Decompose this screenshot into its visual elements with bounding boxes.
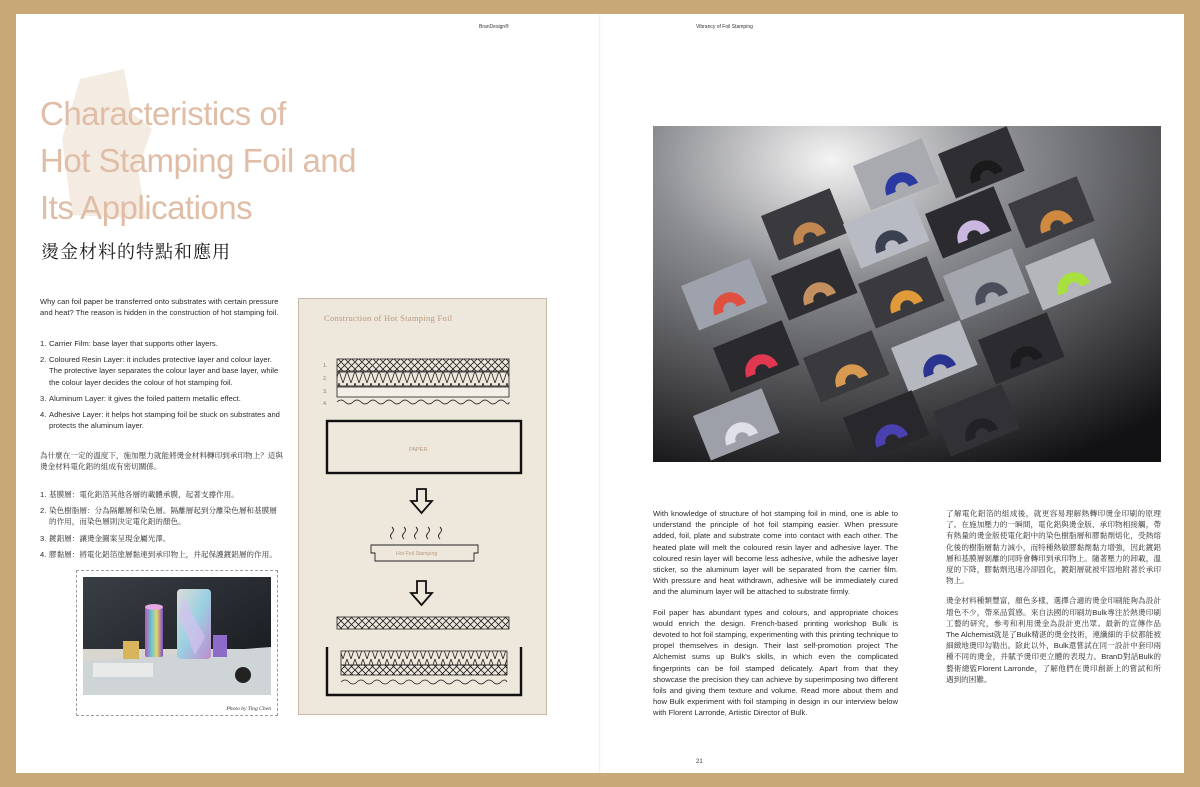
list-item: 3. Aluminum Layer: it gives the foiled pattern metallic effect. [40,393,241,403]
title-line-2: Hot Stamping Foil and [40,142,357,179]
intro-paragraph-zh: 為什麼在一定的溫度下，施加壓力就能將燙金材料轉印到承印物上？這與燙金材料電化鋁的組成有密切關係。 [40,451,283,472]
list-item: 1. 基膜層：電化鋁箔其他各層的載體承膜，起著支撐作用。 [40,490,239,499]
body-paragraph: 燙金材料種類豐富，顏色多樣，選擇合適的燙金印刷能夠為設計增色不少，帶來品質感。來自法國的印刷坊Bulk專注於熱燙印刷工藝的研究，參考和利用燙金為設計更出眾。最新的宣傳作品The Alchemist就是了Bulk精湛的燙金技術，連纖細的手紋都能被細緻地燙印勾勒出。除此以外，Bulk還嘗試在同一設計中套印兩種不同的燙金，并賦予燙印更立體的表現力。BranD對話Bulk的藝術總監Florent Larronde，了解他們在燙印創新上的嘗試和所遇到的困難。 [946,596,1161,684]
diagram-graphic [299,299,546,714]
running-head-left: BranDesign® [479,24,509,30]
layer-list-en [40,338,282,436]
list-item: 4. Adhesive Layer: it helps hot stamping foil be stuck on substrates and protects the aluminum layer. [40,410,280,431]
paper-label: PAPER [409,447,428,453]
body-paragraph: With knowledge of structure of hot stamping foil in mind, one is able to understand the principle of hot foil stamping easier. When pressure added, foil, plate and substrate come into contact with each other. The heated plate will melt the coloured resin layer and adhesive layer. The coloured resin layer will become less adhesive, while the adhesive layer sticker, so the aluminum layer will be separated from the carrier film. With pressure and heat withdrawn, adhesive will be immediately cured and the aluminum layer will be attached to substrate firmly. [653,509,898,597]
layer-num-4: 4. [323,401,328,407]
list-item: 2. Coloured Resin Layer: it includes protective layer and colour layer. The protective layer separates the colour layer and base layer, while the colour layer decides the colour of hot stamping foil. [40,355,279,387]
foil-construction-diagram [298,298,547,715]
foil-stamped-cards-photo [653,126,1161,462]
body-column-zh [946,508,1161,694]
layer-list-zh [40,489,284,565]
layer-num-3: 3. [323,389,328,395]
diagram-title: Construction of Hot Stamping Foil [324,313,453,323]
list-item: 2. 染色樹脂層：分為隔離層和染色層。隔離層起到分離染色層和基膜層的作用，而染色層則決定電化鋁的顏色。 [40,506,277,527]
list-item: 1. Carrier Film: base layer that supports other layers. [40,339,218,348]
layer-num-1: 1. [323,363,328,369]
title-line-1: Characteristics of [40,95,286,132]
body-paragraph: Foil paper has abundant types and colours, and appropriate choices would enrich the design. French-based printing workshop Bulk is devoted to hot foil stamping, experimenting with this printing technique to propel themselves in design. Their last self-promotion project The Alchemist sums up Bulk's skills, in which even the complicated fingerprints can be foil stamped delicately. Apart from that they showcase the precision they can achieve by superimposing two different foils and giving them texture and volume. Read more about them and how Bulk experiment with foil stamping in design in our interview below with Florent Larronde, Artistic Director of Bulk. [653,607,898,718]
magazine-spread [16,14,1184,773]
title-line-3: Its Applications [40,189,253,226]
photo-frame [76,570,278,716]
intro-paragraph: Why can foil paper be transferred onto substrates with certain pressure and heat? The reason is hidden in the construction of hot stamping foil. [40,297,279,318]
stamping-plate-label: Hot Foil Stamping [396,551,438,557]
foil-rolls-photo [83,577,271,695]
running-head-right: Vibrancy of Foil Stamping [696,24,753,30]
photo-credit: Photo by Ting Chen [226,706,271,712]
layer-num-2: 2. [323,376,328,382]
body-paragraph: 了解電化鋁箔的組成後，就更容易理解熱轉印燙金印刷的原理了。在施加壓力的一瞬間，電化鋁與燙金版、承印物相接觸，帶有熱量的燙金版使電化鋁中的染色樹脂層和膠黏劑熔化，受熱熔化後的樹脂層黏力減小，而特種熱敏膠黏劑黏力增強，因此鍍鋁層和基膜層剝離的同時會轉印到承印物上。隨著壓力的卸載，溫度的下降，膠黏劑迅速冷卻固化，鍍鋁層就被牢固地附著於承印物上。 [946,509,1161,586]
article-title-en [40,90,356,231]
page-number: 21 [696,759,703,765]
page-gutter [599,14,601,773]
article-title-zh: 燙金材料的特點和應用 [41,242,231,262]
list-item: 3. 鍍鋁層：讓燙金圖案呈現金屬光澤。 [40,533,171,543]
list-item: 4. 膠黏層：將電化鋁箔塗層黏連到承印物上，并起保護鍍鋁層的作用。 [40,549,277,559]
body-column-en [653,508,898,728]
